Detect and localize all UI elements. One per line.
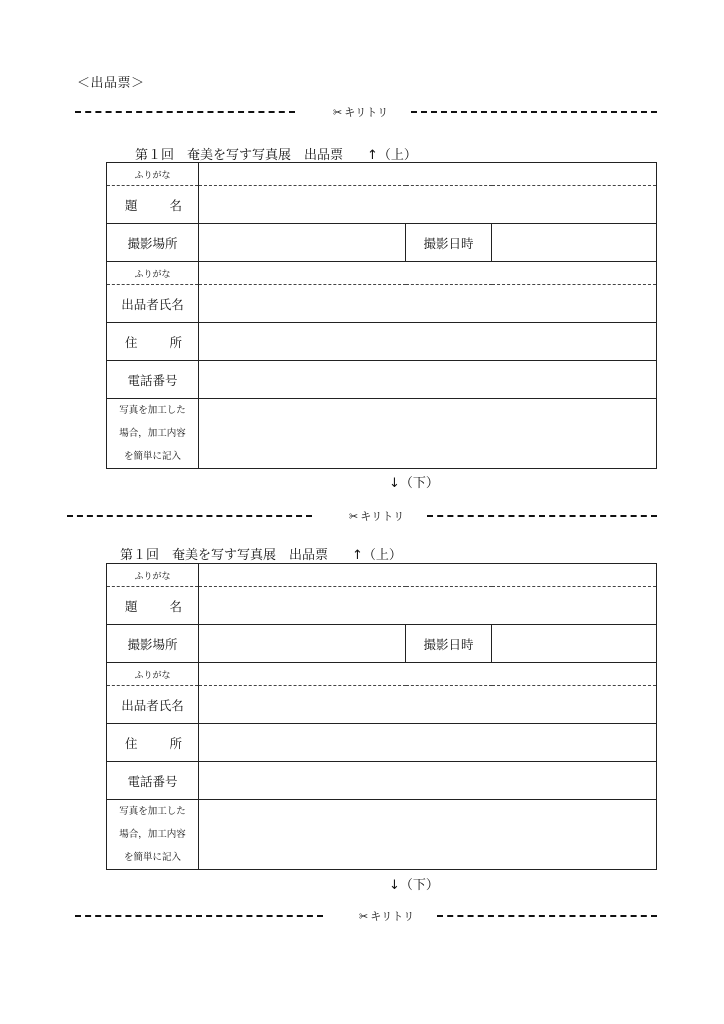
cut-line-2 xyxy=(67,508,657,522)
entry-table xyxy=(106,563,657,870)
datetime-label: 撮影日時 xyxy=(406,625,492,663)
address-label: 住 所 xyxy=(107,323,199,361)
entry-form-1 xyxy=(0,144,724,494)
form-title-row xyxy=(135,144,417,163)
entry-table xyxy=(106,162,657,469)
entry-form-2 xyxy=(0,544,724,894)
phone-label: 電話番号 xyxy=(107,361,199,399)
cut-text: キリトリ xyxy=(360,510,405,523)
title-label: 題 名 xyxy=(107,587,199,625)
location-field[interactable] xyxy=(199,224,406,262)
title-label: 題 名 xyxy=(107,186,199,224)
form-title-row xyxy=(120,544,402,563)
cut-line-1 xyxy=(75,104,657,118)
name-label: 出品者氏名 xyxy=(107,285,199,323)
cut-label xyxy=(333,104,388,120)
edit-description-field[interactable] xyxy=(199,800,657,870)
cut-line-3 xyxy=(75,908,657,922)
dashed-line-left xyxy=(75,915,323,917)
furigana-label: ふりがな xyxy=(107,262,199,285)
name-furigana-field[interactable] xyxy=(199,663,657,686)
name-field[interactable] xyxy=(199,285,657,323)
edit-description-label: 写真を加工した 場合，加工内容 を簡単に記入 xyxy=(107,399,199,469)
location-label: 撮影場所 xyxy=(107,224,199,262)
location-field[interactable] xyxy=(199,625,406,663)
edit-description-label: 写真を加工した 場合，加工内容 を簡単に記入 xyxy=(107,800,199,870)
bottom-arrow: ↓（下） xyxy=(389,476,439,491)
name-field[interactable] xyxy=(199,686,657,724)
dashed-line-right xyxy=(411,111,657,113)
cut-label xyxy=(349,508,404,524)
scissors-icon: ✂ xyxy=(359,910,369,923)
cut-text: キリトリ xyxy=(370,910,415,923)
cut-text: キリトリ xyxy=(344,106,389,119)
scissors-icon: ✂ xyxy=(349,510,359,523)
title-furigana-field[interactable] xyxy=(199,564,657,587)
furigana-label: ふりがな xyxy=(107,564,199,587)
address-field[interactable] xyxy=(199,724,657,762)
furigana-label: ふりがな xyxy=(107,663,199,686)
top-arrow: ↑（上） xyxy=(367,148,417,163)
dashed-line-left xyxy=(67,515,312,517)
phone-field[interactable] xyxy=(199,361,657,399)
title-furigana-field[interactable] xyxy=(199,163,657,186)
address-field[interactable] xyxy=(199,323,657,361)
page-heading: ＜出品票＞ xyxy=(77,76,145,91)
name-label: 出品者氏名 xyxy=(107,686,199,724)
location-label: 撮影場所 xyxy=(107,625,199,663)
phone-label: 電話番号 xyxy=(107,762,199,800)
form-title: 第１回 奄美を写す写真展 出品票 xyxy=(120,548,329,563)
title-field[interactable] xyxy=(199,587,657,625)
scissors-icon: ✂ xyxy=(333,106,343,119)
edit-description-field[interactable] xyxy=(199,399,657,469)
datetime-field[interactable] xyxy=(492,224,657,262)
phone-field[interactable] xyxy=(199,762,657,800)
bottom-arrow: ↓（下） xyxy=(389,878,439,893)
dashed-line-left xyxy=(75,111,295,113)
cut-label xyxy=(359,908,414,924)
form-title: 第１回 奄美を写す写真展 出品票 xyxy=(135,148,344,163)
datetime-label: 撮影日時 xyxy=(406,224,492,262)
datetime-field[interactable] xyxy=(492,625,657,663)
title-field[interactable] xyxy=(199,186,657,224)
address-label: 住 所 xyxy=(107,724,199,762)
dashed-line-right xyxy=(427,515,657,517)
dashed-line-right xyxy=(437,915,657,917)
top-arrow: ↑（上） xyxy=(352,548,402,563)
furigana-label: ふりがな xyxy=(107,163,199,186)
name-furigana-field[interactable] xyxy=(199,262,657,285)
